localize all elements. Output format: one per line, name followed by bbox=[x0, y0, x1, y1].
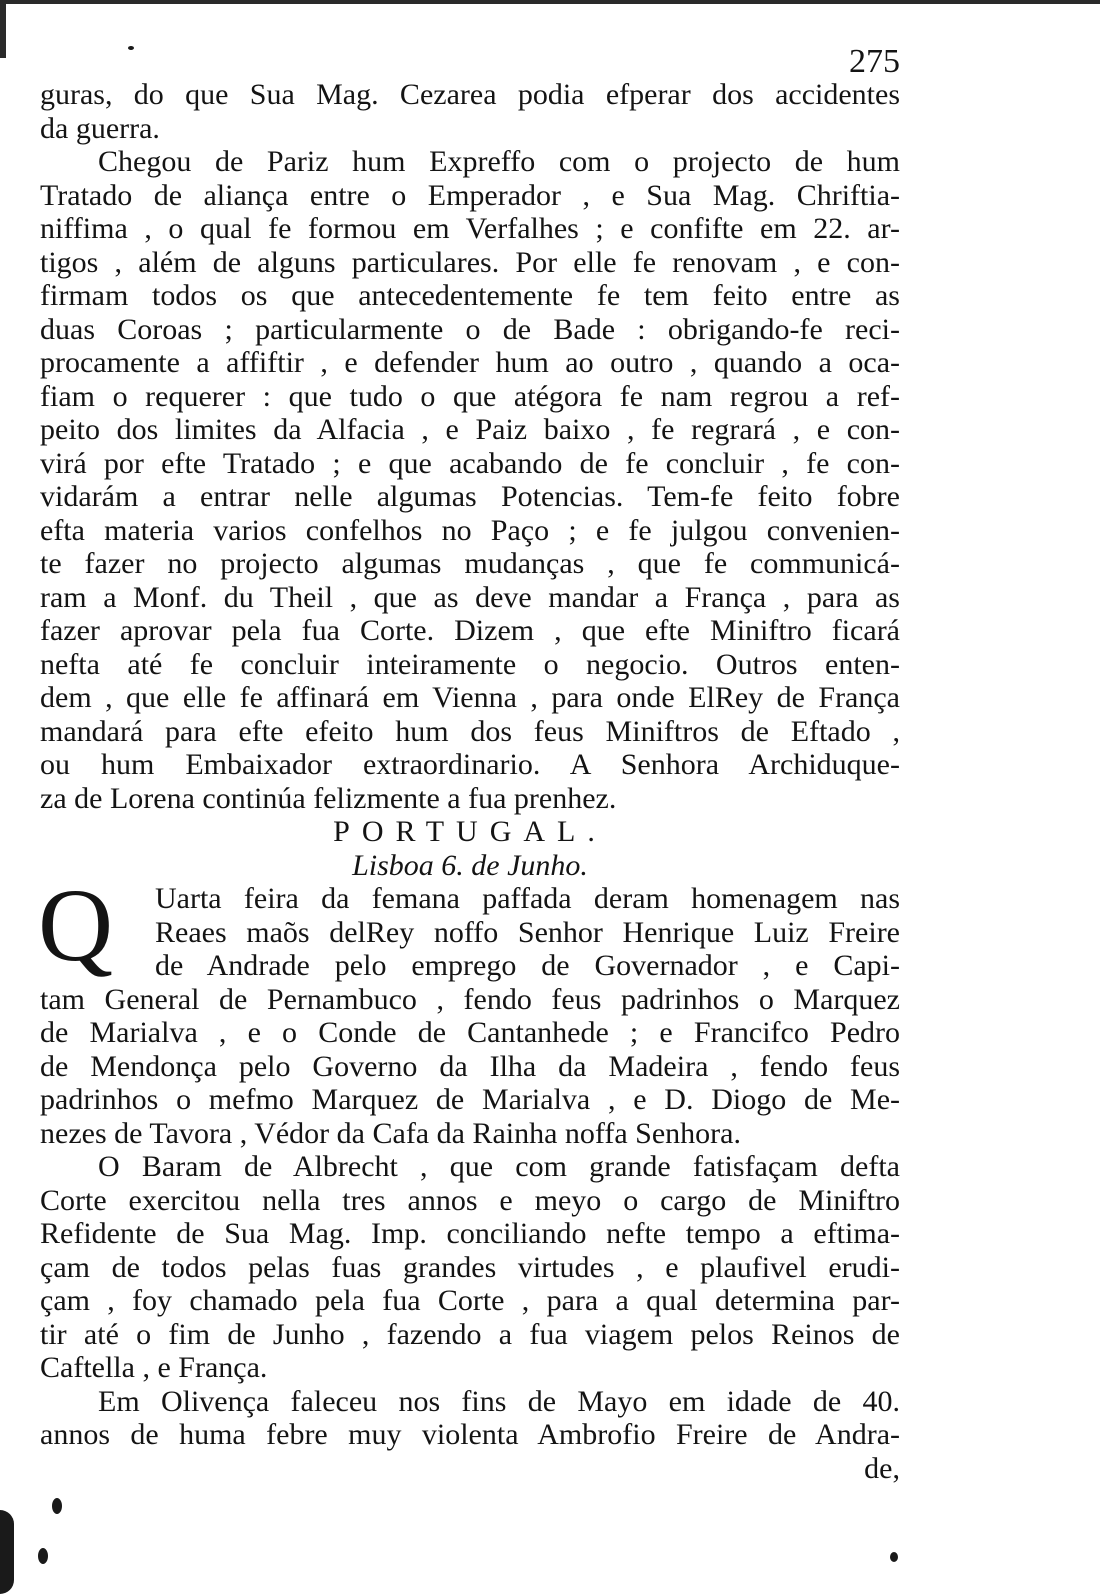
text-line: Em Olivença faleceu nos fins de Mayo em idade de 40. bbox=[98, 1384, 900, 1418]
article-text bbox=[40, 78, 900, 1485]
text-line: peito dos limites da Alfacia , e Paiz baixo , fe regrará , e con- bbox=[40, 413, 900, 446]
text-line: guras, do que Sua Mag. Cezarea podia efperar dos accidentes bbox=[40, 78, 900, 111]
dateline: Lisboa 6. de Junho. bbox=[352, 848, 588, 882]
text-line: Refidente de Sua Mag. Imp. conciliando nefte tempo a eftima- bbox=[40, 1217, 900, 1250]
catchword: de, bbox=[864, 1451, 900, 1485]
scan-edge-top bbox=[0, 0, 1100, 4]
text-line: Corte exercitou nella tres annos e meyo o cargo de Miniftro bbox=[40, 1183, 900, 1217]
text-line: nezes de Tavora , Védor da Cafa da Rainha noffa Senhora. bbox=[40, 1116, 741, 1150]
scan-speck bbox=[0, 1510, 14, 1594]
text-line: nefta até fe concluir inteiramente o negocio. Outros enten- bbox=[40, 647, 900, 681]
text-line: efta materia varios confelhos no Paço ; e fe julgou convenien- bbox=[40, 513, 900, 547]
page-number: 275 bbox=[849, 43, 900, 80]
text-line: niffima , o qual fe formou em Verfalhes ; e confifte em 22. ar- bbox=[40, 212, 900, 245]
text-line: tir até o fim de Junho , fazendo a fua viagem pelos Reinos de bbox=[40, 1317, 900, 1351]
text-line: fazer aprovar pela fua Corte. Dizem , que efte Miniftro ficará bbox=[40, 614, 900, 647]
drop-cap: Q bbox=[38, 868, 114, 983]
text-line: çam , foy chamado pela fua Corte , para a qual determina par- bbox=[40, 1284, 900, 1317]
text-line: tam General de Pernambuco , fendo feus padrinhos o Marquez bbox=[40, 982, 900, 1016]
text-line: O Baram de Albrecht , que com grande fatisfaçam defta bbox=[98, 1150, 900, 1183]
scan-edge-left bbox=[0, 0, 6, 58]
text-line: procamente a affiftir , e defender hum ao outro , quando a oca- bbox=[40, 346, 900, 379]
text-line: vidarám a entrar nelle algumas Potencias. Tem-fe feito fobre bbox=[40, 480, 900, 513]
scan-speck bbox=[38, 1548, 48, 1564]
text-line: dem , que elle fe affinará em Vienna , para onde ElRey de França bbox=[40, 681, 900, 714]
text-line: de Mendonça pelo Governo da Ilha da Madeira , fendo feus bbox=[40, 1049, 900, 1083]
text-line: fiam o requerer : que tudo o que atégora fe nam regrou a ref- bbox=[40, 379, 900, 413]
text-line: annos de huma febre muy violenta Ambrofio Freire de Andra- bbox=[40, 1418, 900, 1451]
text-line: mandará para efte efeito hum dos feus Miniftros de Eftado , bbox=[40, 714, 900, 748]
text-line: Tratado de aliança entre o Emperador , e Sua Mag. Chriftia- bbox=[40, 178, 900, 212]
text-line: Reaes maõs delRey noffo Senhor Henrique Luiz Freire bbox=[155, 915, 900, 949]
text-line: de Marialva , e o Conde de Cantanhede ; e Francifco Pedro bbox=[40, 1016, 900, 1049]
text-line: ou hum Embaixador extraordinario. A Senhora Archiduque- bbox=[40, 748, 900, 781]
scan-speck bbox=[52, 1498, 62, 1514]
section-heading: PORTUGAL. bbox=[333, 815, 607, 848]
text-line: da guerra. bbox=[40, 111, 160, 145]
text-line: firmam todos os que antecedentemente fe tem feito entre as bbox=[40, 279, 900, 312]
scan-speck bbox=[890, 1552, 898, 1562]
text-line: Chegou de Pariz hum Expreffo com o projecto de hum bbox=[98, 145, 900, 178]
text-line: duas Coroas ; particularmente o de Bade : obrigando-fe reci- bbox=[40, 312, 900, 346]
text-line: te fazer no projecto algumas mudanças , que fe communicá- bbox=[40, 547, 900, 580]
text-line: za de Lorena continúa felizmente a fua prenhez. bbox=[40, 781, 617, 815]
text-line: virá por efte Tratado ; e que acabando de fe concluir , fe con- bbox=[40, 446, 900, 480]
text-line: Uarta feira da femana paffada deram homenagem nas bbox=[155, 882, 900, 915]
text-line: ram a Monf. du Theil , que as deve mandar a França , para as bbox=[40, 580, 900, 614]
text-line: tigos , além de alguns particulares. Por elle fe renovam , e con- bbox=[40, 245, 900, 279]
text-line: padrinhos o mefmo Marquez de Marialva , e D. Diogo de Me- bbox=[40, 1083, 900, 1116]
scan-speck bbox=[128, 46, 134, 50]
text-line: de Andrade pelo emprego de Governador , e Capi- bbox=[155, 949, 900, 982]
text-line: çam de todos pelas fuas grandes virtudes , e plaufivel erudi- bbox=[40, 1250, 900, 1284]
text-line: Caftella , e França. bbox=[40, 1351, 268, 1384]
